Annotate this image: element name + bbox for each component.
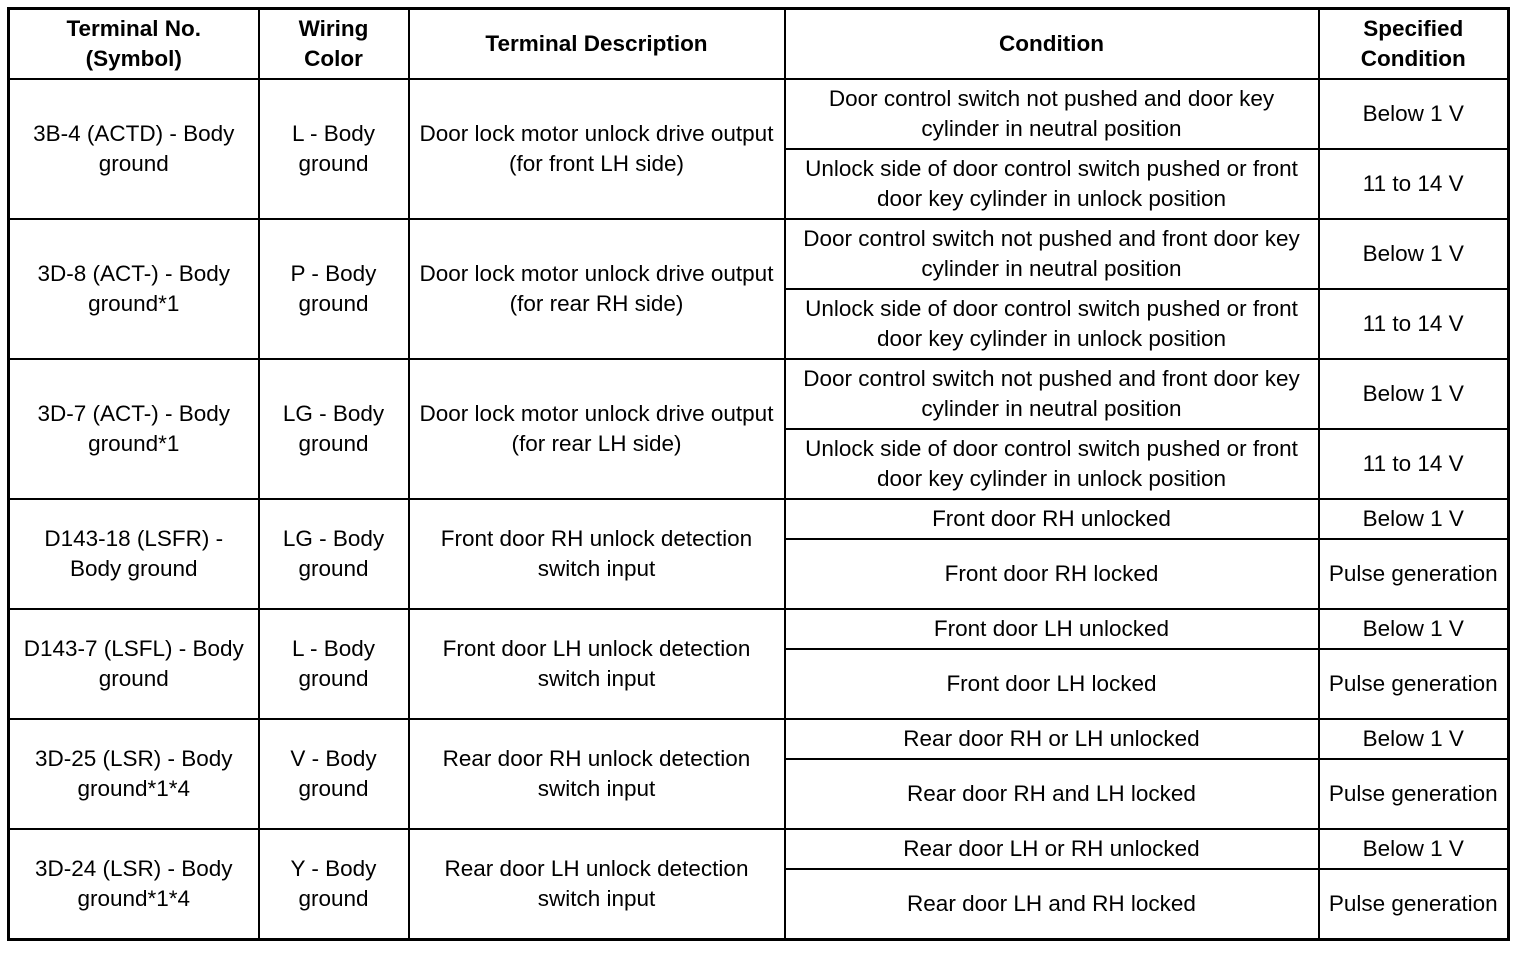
description-cell: Door lock motor unlock drive output (for rear LH side) xyxy=(409,359,785,499)
header-terminal: Terminal No. (Symbol) xyxy=(9,9,259,80)
condition-cell: Front door RH unlocked xyxy=(785,499,1319,539)
wiring-color-cell: L - Body ground xyxy=(259,609,409,719)
description-cell: Rear door LH unlock detection switch input xyxy=(409,829,785,940)
specified-condition-cell: Below 1 V xyxy=(1319,79,1509,149)
table-row xyxy=(9,79,1509,149)
wiring-color-cell: LG - Body ground xyxy=(259,359,409,499)
description-cell: Front door RH unlock detection switch input xyxy=(409,499,785,609)
condition-cell: Front door LH locked xyxy=(785,649,1319,719)
specified-condition-cell: Below 1 V xyxy=(1319,829,1509,869)
condition-cell: Rear door LH or RH unlocked xyxy=(785,829,1319,869)
specified-condition-cell: Below 1 V xyxy=(1319,219,1509,289)
condition-cell: Unlock side of door control switch pushed or front door key cylinder in unlock position xyxy=(785,429,1319,499)
terminal-cell: 3D-25 (LSR) - Body ground*1*4 xyxy=(9,719,259,829)
header-wiring-color: Wiring Color xyxy=(259,9,409,80)
condition-cell: Front door LH unlocked xyxy=(785,609,1319,649)
wiring-color-cell: Y - Body ground xyxy=(259,829,409,940)
table-row xyxy=(9,219,1509,289)
condition-cell: Rear door RH or LH unlocked xyxy=(785,719,1319,759)
specified-condition-cell: Below 1 V xyxy=(1319,499,1509,539)
condition-cell: Unlock side of door control switch pushed or front door key cylinder in unlock position xyxy=(785,149,1319,219)
wiring-color-cell: P - Body ground xyxy=(259,219,409,359)
specified-condition-cell: 11 to 14 V xyxy=(1319,289,1509,359)
specified-condition-cell: Below 1 V xyxy=(1319,609,1509,649)
table-row xyxy=(9,609,1509,649)
condition-cell: Door control switch not pushed and door key cylinder in neutral position xyxy=(785,79,1319,149)
specified-condition-cell: 11 to 14 V xyxy=(1319,429,1509,499)
table-row xyxy=(9,499,1509,539)
table-header xyxy=(9,9,1509,80)
condition-cell: Front door RH locked xyxy=(785,539,1319,609)
terminal-spec-table xyxy=(7,7,1510,941)
specified-condition-cell: Below 1 V xyxy=(1319,719,1509,759)
specified-condition-cell: 11 to 14 V xyxy=(1319,149,1509,219)
terminal-cell: 3B-4 (ACTD) - Body ground xyxy=(9,79,259,219)
description-cell: Rear door RH unlock detection switch input xyxy=(409,719,785,829)
wiring-color-cell: L - Body ground xyxy=(259,79,409,219)
terminal-cell: D143-18 (LSFR) - Body ground xyxy=(9,499,259,609)
terminal-cell: D143-7 (LSFL) - Body ground xyxy=(9,609,259,719)
specified-condition-cell: Pulse generation xyxy=(1319,649,1509,719)
specified-condition-cell: Below 1 V xyxy=(1319,359,1509,429)
terminal-cell: 3D-7 (ACT-) - Body ground*1 xyxy=(9,359,259,499)
condition-cell: Door control switch not pushed and front door key cylinder in neutral position xyxy=(785,359,1319,429)
table-row xyxy=(9,829,1509,869)
specified-condition-cell: Pulse generation xyxy=(1319,539,1509,609)
header-specified-condition: Specified Condition xyxy=(1319,9,1509,80)
description-cell: Door lock motor unlock drive output (for rear RH side) xyxy=(409,219,785,359)
description-cell: Door lock motor unlock drive output (for front LH side) xyxy=(409,79,785,219)
wiring-color-cell: V - Body ground xyxy=(259,719,409,829)
condition-cell: Unlock side of door control switch pushed or front door key cylinder in unlock position xyxy=(785,289,1319,359)
header-row xyxy=(9,9,1509,80)
table-row xyxy=(9,359,1509,429)
header-terminal-description: Terminal Description xyxy=(409,9,785,80)
description-cell: Front door LH unlock detection switch input xyxy=(409,609,785,719)
specified-condition-cell: Pulse generation xyxy=(1319,759,1509,829)
condition-cell: Rear door RH and LH locked xyxy=(785,759,1319,829)
terminal-cell: 3D-8 (ACT-) - Body ground*1 xyxy=(9,219,259,359)
wiring-color-cell: LG - Body ground xyxy=(259,499,409,609)
header-condition: Condition xyxy=(785,9,1319,80)
table-body xyxy=(9,79,1509,940)
table-row xyxy=(9,719,1509,759)
condition-cell: Rear door LH and RH locked xyxy=(785,869,1319,940)
specified-condition-cell: Pulse generation xyxy=(1319,869,1509,940)
condition-cell: Door control switch not pushed and front door key cylinder in neutral position xyxy=(785,219,1319,289)
terminal-cell: 3D-24 (LSR) - Body ground*1*4 xyxy=(9,829,259,940)
